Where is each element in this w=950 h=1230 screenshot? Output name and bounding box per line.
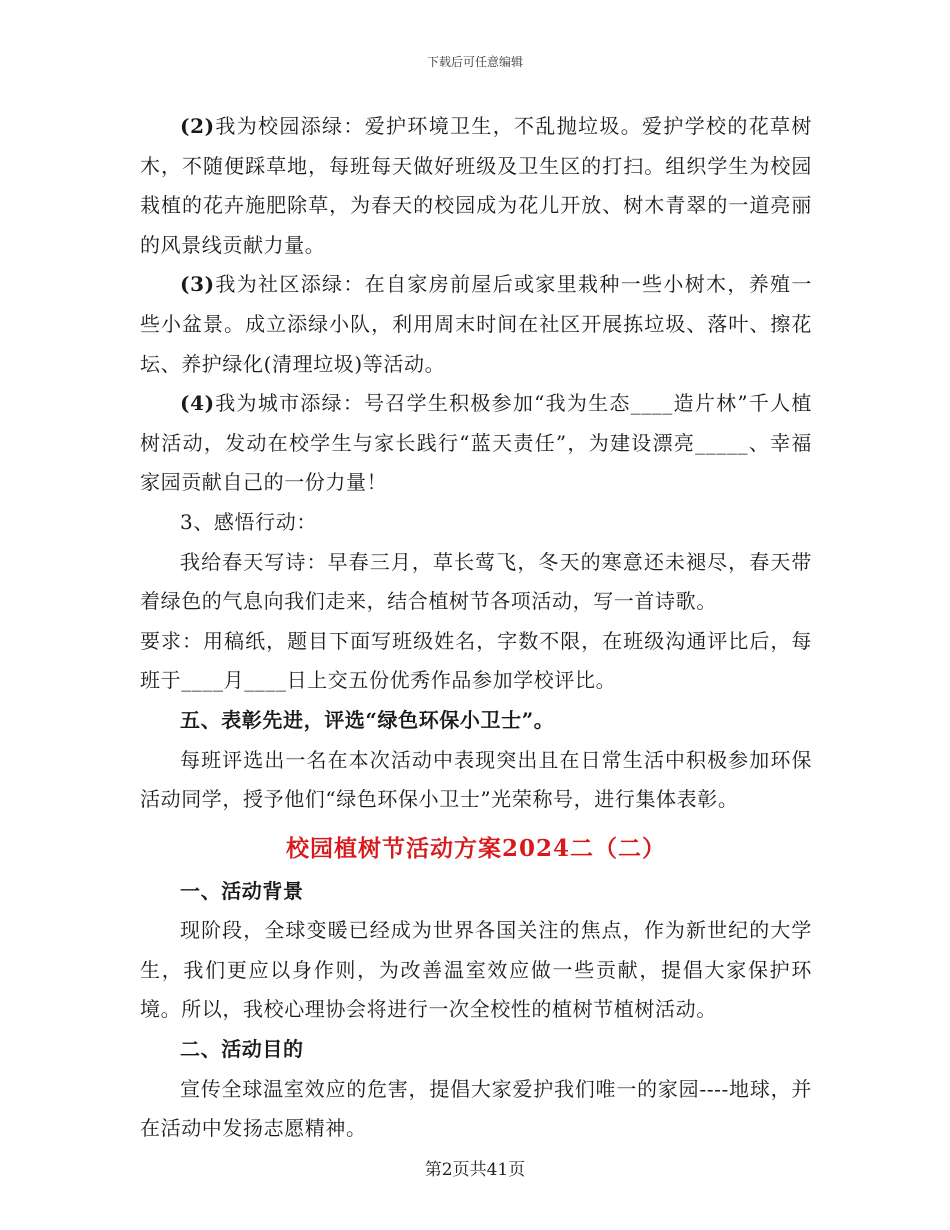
item-number: (3) xyxy=(180,272,215,297)
section-title: 校园植树节活动方案2024二（二） xyxy=(285,834,666,862)
heading-background: 一、活动背景 xyxy=(180,878,304,903)
document-body xyxy=(140,107,812,1149)
paragraph-action-heading: 3、感悟行动： xyxy=(180,509,317,534)
item-number: (4) xyxy=(180,391,215,416)
heading-purpose: 二、活动目的 xyxy=(180,1037,304,1062)
paragraph-text: 我为城市添绿：号召学生积极参加“我为生态____造片林”千人植树活动，发动在校学生与家长践行“蓝天责任”，为建设漂亮_____、幸福家园贡献自己的一份力量！ xyxy=(140,391,812,495)
header-note: 下载后可任意编辑 xyxy=(426,55,523,69)
paragraph-requirements: 要求：用稿纸，题目下面写班级姓名，字数不限，在班级沟通评比后，每班于____月____日上交五份优秀作品参加学校评比。 xyxy=(140,628,812,693)
paragraph-city-green xyxy=(140,384,812,503)
paragraph-poem: 我给春天写诗：早春三月，草长莺飞，冬天的寒意还未褪尽，春天带着绿色的气息向我们走来，结合植树节各项活动，写一首诗歌。 xyxy=(140,549,812,614)
paragraph-purpose: 宣传全球温室效应的危害，提倡大家爱护我们唯一的家园----地球，并在活动中发扬志愿精神。 xyxy=(140,1076,812,1141)
paragraph-commendation: 每班评选出一名在本次活动中表现突出且在日常生活中积极参加环保活动同学，授予他们“绿色环保小卫士”光荣称号，进行集体表彰。 xyxy=(140,747,812,812)
paragraph-background: 现阶段，全球变暖已经成为世界各国关注的焦点，作为新世纪的大学生，我们更应以身作则，为改善温室效应做一些贡献，提倡大家保护环境。所以，我校心理协会将进行一次全校性的植树节植树活动。 xyxy=(140,918,812,1022)
heading-commendation: 五、表彰先进，评选“绿色环保小卫士”。 xyxy=(180,707,555,732)
item-number: (2) xyxy=(180,114,215,138)
paragraph-campus-green xyxy=(140,107,812,265)
page-number: 第2页共41页 xyxy=(424,1160,526,1180)
paragraph-text: 我为社区添绿：在自家房前屋后或家里栽种一些小树木，养殖一些小盆景。成立添绿小队，利用周末时间在社区开展拣垃圾、落叶、擦花坛、养护绿化(清理垃圾)等活动。 xyxy=(140,272,812,376)
paragraph-community-green xyxy=(140,265,812,384)
paragraph-text: 我为校园添绿：爱护环境卫生，不乱抛垃圾。爱护学校的花草树木，不随便踩草地，每班每天做好班级及卫生区的打扫。组织学生为校园栽植的花卉施肥除草，为春天的校园成为花儿开放、树木青翠的一道亮丽的风景线贡献力量。 xyxy=(140,114,812,257)
